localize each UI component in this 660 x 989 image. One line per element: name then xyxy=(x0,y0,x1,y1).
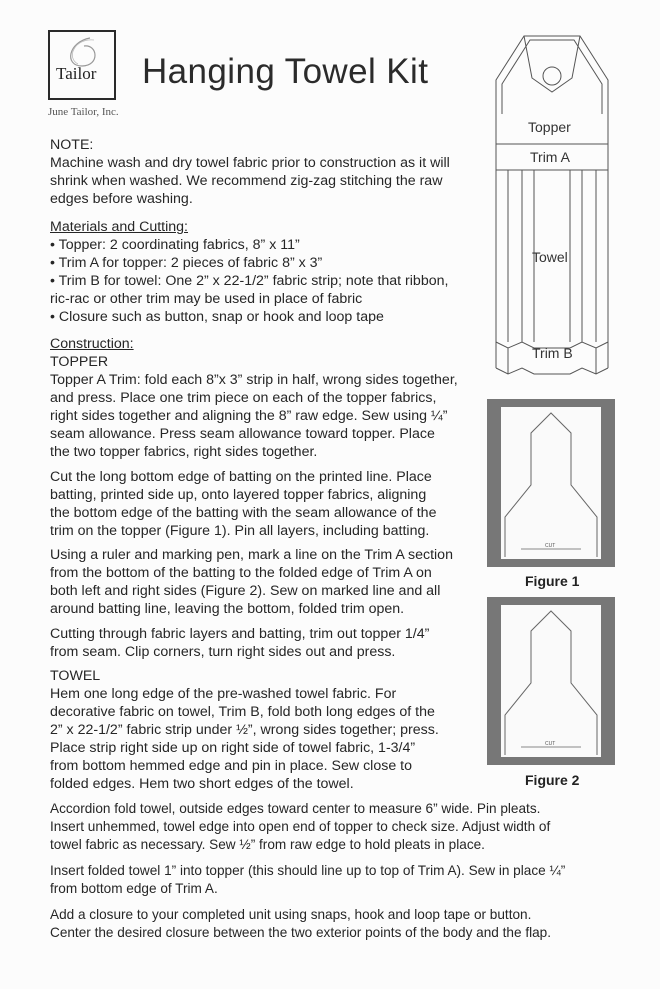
topper-label: Topper xyxy=(528,119,571,135)
topper-paragraph-1-line: right sides together and aligning the 8” raw edge. Sew using ¼” xyxy=(50,408,448,424)
materials-item: • Closure such as button, snap or hook and loop tape xyxy=(50,309,384,325)
paragraph-line: folded edges. Hem two short edges of the towel. xyxy=(50,776,354,792)
paragraph-line: Insert unhemmed, towel edge into open end of topper to check size. Adjust width of xyxy=(50,819,551,834)
trim-b-label: Trim B xyxy=(532,345,573,361)
construction-heading: Construction: xyxy=(50,336,134,352)
paragraph-line: batting, printed side up, onto layered topper fabrics, aligning xyxy=(50,487,427,503)
figure-2-image xyxy=(487,597,615,765)
logo-text: Tailor xyxy=(56,64,97,83)
paragraph-line: 2” x 22-1/2” fabric strip under ½”, wrong sides together; press. xyxy=(50,722,439,738)
note-line: shrink when washed. We recommend zig-zag stitching the raw xyxy=(50,173,443,189)
paragraph-line: Cut the long bottom edge of batting on the printed line. Place xyxy=(50,469,432,485)
paragraph-line: both left and right sides (Figure 2). Sew on marked line and all xyxy=(50,583,441,599)
materials-item: ric-rac or other trim may be used in place of fabric xyxy=(50,291,363,307)
topper-paragraph-3 xyxy=(50,546,453,618)
logo-caption: June Tailor, Inc. xyxy=(48,106,119,118)
paragraph-line: Accordion fold towel, outside edges toward center to measure 6” wide. Pin pleats. xyxy=(50,801,541,816)
cut-label: CUT xyxy=(545,741,556,747)
materials-section xyxy=(50,218,448,326)
materials-item: • Topper: 2 coordinating fabrics, 8” x 11” xyxy=(50,237,300,253)
topper-paragraph-1-line: and press. Place one trim piece on each of the topper fabrics, xyxy=(50,390,437,406)
paragraph-line: trim on the topper (Figure 1). Pin all layers, including batting. xyxy=(50,523,430,539)
note-line: Machine wash and dry towel fabric prior to construction as it will xyxy=(50,155,450,171)
towel-heading: TOWEL xyxy=(50,668,101,684)
materials-item: • Trim A for topper: 2 pieces of fabric 8” x 3” xyxy=(50,255,323,271)
figure-1-label: Figure 1 xyxy=(525,573,580,589)
towel-section xyxy=(50,667,439,793)
topper-paragraph-1-line: seam allowance. Press seam allowance toward topper. Place xyxy=(50,426,435,442)
construction-section xyxy=(50,335,458,461)
paragraph-line: Hem one long edge of the pre-washed towel fabric. For xyxy=(50,686,397,702)
cut-label: CUT xyxy=(545,543,556,549)
paragraph-line: Place strip right side up on right side of towel fabric, 1-3/4” xyxy=(50,740,416,756)
topper-paragraph-1-line: the two topper fabrics, right sides together. xyxy=(50,444,318,460)
figure-2-label: Figure 2 xyxy=(525,772,580,788)
topper-paragraph-2 xyxy=(50,468,436,540)
topper-paragraph-4 xyxy=(50,625,429,661)
materials-heading: Materials and Cutting: xyxy=(50,219,189,235)
towel-paragraph-8 xyxy=(50,906,551,942)
paragraph-line: the bottom edge of the batting with the seam allowance of the xyxy=(50,505,437,521)
paragraph-line: from bottom hemmed edge and pin in place. Sew close to xyxy=(50,758,412,774)
paragraph-line: decorative fabric on towel, Trim B, fold both long edges of the xyxy=(50,704,435,720)
paragraph-line: from seam. Clip corners, turn right sides out and press. xyxy=(50,644,396,660)
paragraph-line: towel fabric as necessary. Sew ½” from raw edge to hold pleats in place. xyxy=(50,837,485,852)
towel-paragraph-6 xyxy=(50,800,550,854)
paragraph-line: from bottom edge of Trim A. xyxy=(50,881,218,896)
paragraph-line: Center the desired closure between the two exterior points of the body and the flap. xyxy=(50,925,552,940)
paragraph-line: Using a ruler and marking pen, mark a line on the Trim A section xyxy=(50,547,453,563)
paragraph-line: from the bottom of the batting to the folded edge of Trim A on xyxy=(50,565,432,581)
towel-label: Towel xyxy=(532,249,568,265)
topper-heading: TOPPER xyxy=(50,354,109,370)
page-title: Hanging Towel Kit xyxy=(142,52,429,91)
paragraph-line: Insert folded towel 1” into topper (this should line up to top of Trim A). Sew in place ¼” xyxy=(50,863,566,878)
hanging-towel-diagram xyxy=(488,30,620,382)
note-section xyxy=(50,136,450,208)
june-tailor-logo xyxy=(48,30,116,100)
towel-paragraph-7 xyxy=(50,862,565,898)
paragraph-line: around batting line, leaving the bottom, folded trim open. xyxy=(50,601,405,617)
paragraph-line: Cutting through fabric layers and batting, trim out topper 1/4” xyxy=(50,626,430,642)
topper-paragraph-1-line: Topper A Trim: fold each 8”x 3” strip in half, wrong sides together, xyxy=(50,372,458,388)
figure-1-image xyxy=(487,399,615,567)
materials-item: • Trim B for towel: One 2” x 22-1/2” fabric strip; note that ribbon, xyxy=(50,273,449,289)
trim-a-label: Trim A xyxy=(530,149,570,165)
note-line: edges before washing. xyxy=(50,191,193,207)
paragraph-line: Add a closure to your completed unit using snaps, hook and loop tape or button. xyxy=(50,907,532,922)
note-heading: NOTE: xyxy=(50,137,94,153)
